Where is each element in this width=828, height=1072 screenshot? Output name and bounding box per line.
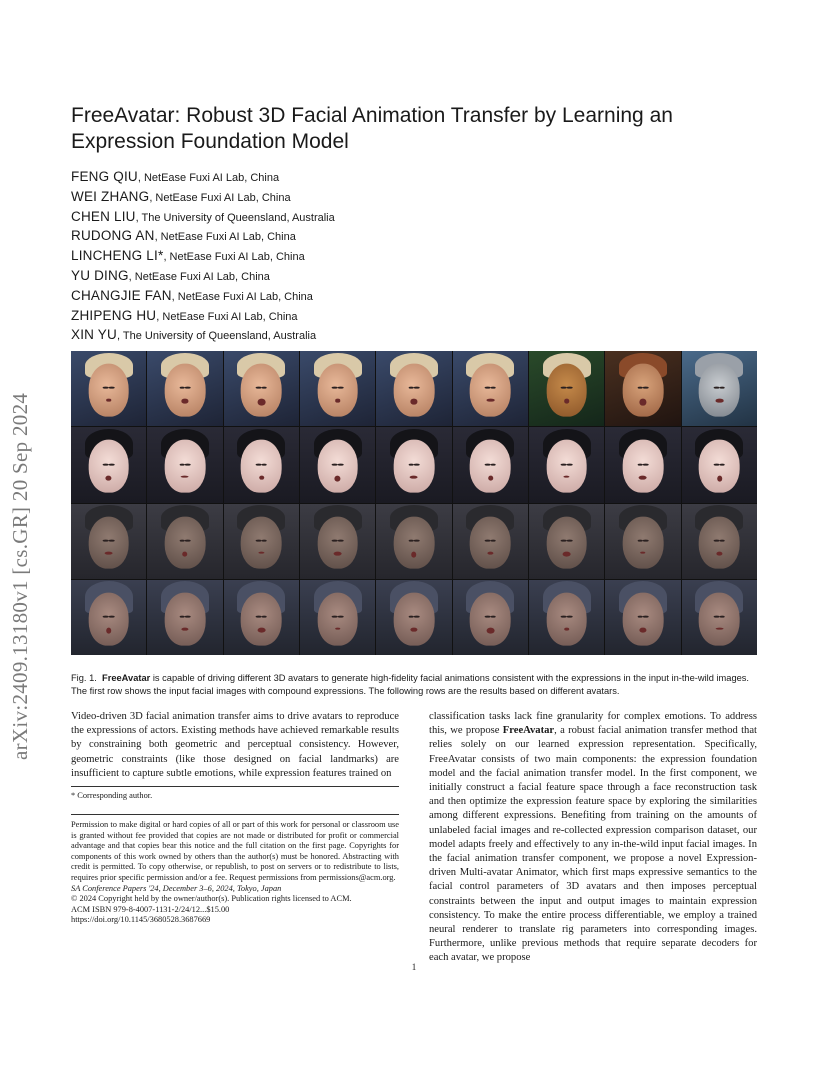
- teaser-figure: [71, 351, 757, 655]
- face-image: [147, 351, 222, 426]
- face-image: [605, 580, 680, 655]
- abstract-method-name: FreeAvatar: [502, 725, 555, 737]
- face-image: [224, 427, 299, 502]
- abstract-left-column: Video-driven 3D facial animation transfer aims to drive avatars to reproduce the expressions of actors. Existing methods have achieved remarkable results by constraining both geometric and perceptual consistency. However, geometric constraints (like those designed on facial landmarks) are insufficient to capture subtle emotions, while expression features trained on: [71, 711, 399, 779]
- footnote-divider: [71, 786, 399, 787]
- face-image: [300, 504, 375, 579]
- face-image: [300, 427, 375, 502]
- face-image: [605, 427, 680, 502]
- abstract-right-column: [429, 710, 757, 966]
- face-image: [300, 351, 375, 426]
- conference-info: SA Conference Papers '24, December 3–6, 2024, Tokyo, Japan: [71, 883, 282, 893]
- author-affiliation: , NetEase Fuxi AI Lab, China: [156, 310, 298, 323]
- author-affiliation: , NetEase Fuxi AI Lab, China: [171, 290, 313, 303]
- face-image: [605, 504, 680, 579]
- author-affiliation: , NetEase Fuxi AI Lab, China: [163, 251, 305, 264]
- permission-notice: Permission to make digital or hard copies of all or part of this work for personal or classroom use is granted without fee provided that copies are not made or distributed for profit or commercial advantage and that copies bear this notice and the full citation on the first page. Copyrights for components of this work owned by others than the author(s) must be honored. Abstracting with credit is permitted. To copy otherwise, or republish, to post on servers or to redistribute to lists, requires prior specific permission and/or a fee. Request permissions from permissions@acm.org.: [71, 820, 399, 882]
- face-image: [376, 351, 451, 426]
- author-entry: [71, 188, 571, 208]
- figure-caption: [71, 672, 757, 697]
- author-entry: [71, 247, 571, 267]
- face-image: [453, 427, 528, 502]
- face-image: [224, 504, 299, 579]
- doi-link[interactable]: https://doi.org/10.1145/3680528.3687669: [71, 915, 211, 925]
- author-affiliation: , NetEase Fuxi AI Lab, China: [128, 270, 270, 283]
- permission-divider: [71, 814, 399, 815]
- face-image: [376, 580, 451, 655]
- face-image: [224, 580, 299, 655]
- face-image: [682, 427, 757, 502]
- author-entry: [71, 208, 571, 228]
- face-image: [529, 504, 604, 579]
- corresponding-author-note: * Corresponding author.: [71, 791, 153, 800]
- author-entry: [71, 326, 571, 346]
- author-list: [71, 168, 571, 346]
- author-affiliation: , NetEase Fuxi AI Lab, China: [154, 231, 296, 244]
- author-affiliation: , NetEase Fuxi AI Lab, China: [137, 172, 280, 184]
- caption-label: Fig. 1.: [71, 673, 97, 683]
- face-image: [147, 504, 222, 579]
- author-entry: [71, 307, 571, 327]
- face-image: [71, 351, 146, 426]
- author-entry: [71, 227, 571, 247]
- author-entry: [71, 267, 571, 287]
- permission-block: [71, 820, 399, 926]
- face-image: [453, 580, 528, 655]
- face-image: [300, 580, 375, 655]
- arxiv-stamp: arXiv:2409.13180v1 [cs.GR] 20 Sep 2024: [8, 392, 32, 760]
- author-affiliation: , The University of Queensland, Australia: [116, 330, 317, 343]
- page-number: 1: [411, 962, 417, 972]
- author-name: WEI ZHANG: [71, 188, 150, 204]
- author-name: CHEN LIU: [71, 208, 136, 224]
- face-image: [529, 427, 604, 502]
- face-image: [453, 351, 528, 426]
- face-image: [376, 504, 451, 579]
- author-name: CHANGJIE FAN: [71, 287, 172, 303]
- face-image: [147, 427, 222, 502]
- face-image: [529, 580, 604, 655]
- abstract-right-text-1: classification tasks lack fine granularity for complex emotions. To address this, we propose: [429, 711, 757, 737]
- author-name: YU DING: [71, 267, 129, 283]
- author-name: XIN YU: [71, 327, 117, 343]
- face-image: [682, 580, 757, 655]
- abstract-right-text-2: , a robust facial animation transfer method that relies solely on our learned expression representation. Specifically, FreeAvatar consists of two main components: the expression foundation model and the facial animation transfer model. In the first component, we initially construct a facial feature space through a face reconstruction task and then optimize the expression feature space by exploring the similarities among different expressions. Benefiting from training on the amounts of unlabeled facial images and re-collected expression comparison dataset, our model adapts freely and effectively to any in-the-wild input facial images. In the facial animation transfer component, we propose a novel Expression-driven Multi-avatar Animator, which first maps expressive semantics to the facial control parameters of 3D avatars and then imposes perceptual constraints between the input and output images to maintain expression consistency. To make the entire process differentiable, we employ a trained neural renderer to translate rig parameters into corresponding images. Furthermore, unlike previous methods that require separate decoders for each avatar, we propose: [429, 725, 757, 964]
- author-name: FENG QIU: [71, 169, 138, 184]
- author-name: ZHIPENG HU: [71, 307, 157, 323]
- copyright-notice: © 2024 Copyright held by the owner/author(s). Publication rights licensed to ACM.: [71, 894, 352, 904]
- author-affiliation: , NetEase Fuxi AI Lab, China: [149, 191, 291, 204]
- face-image: [682, 504, 757, 579]
- author-name: RUDONG AN: [71, 228, 155, 244]
- author-entry: [71, 287, 571, 307]
- face-image: [529, 351, 604, 426]
- face-image: [147, 580, 222, 655]
- face-image: [71, 580, 146, 655]
- face-image: [376, 427, 451, 502]
- author-entry: [71, 168, 571, 188]
- caption-method-name: FreeAvatar: [102, 673, 151, 683]
- face-image: [453, 504, 528, 579]
- face-image: [682, 351, 757, 426]
- face-image: [224, 351, 299, 426]
- paper-title: FreeAvatar: Robust 3D Facial Animation Transfer by Learning an Expression Foundation Model: [71, 104, 673, 153]
- face-image: [605, 351, 680, 426]
- author-affiliation: , The University of Queensland, Australia: [135, 211, 335, 224]
- face-image: [71, 427, 146, 502]
- author-name: LINCHENG LI*: [71, 248, 164, 264]
- caption-text: is capable of driving different 3D avatars to generate high-fidelity facial animations consistent with the expressions in the input in-the-wild images. The first row shows the input facial images with compound expressions. The following rows are the results based on different avatars.: [71, 673, 750, 696]
- face-image: [71, 504, 146, 579]
- isbn: ACM ISBN 979-8-4007-1131-2/24/12...$15.00: [71, 904, 230, 914]
